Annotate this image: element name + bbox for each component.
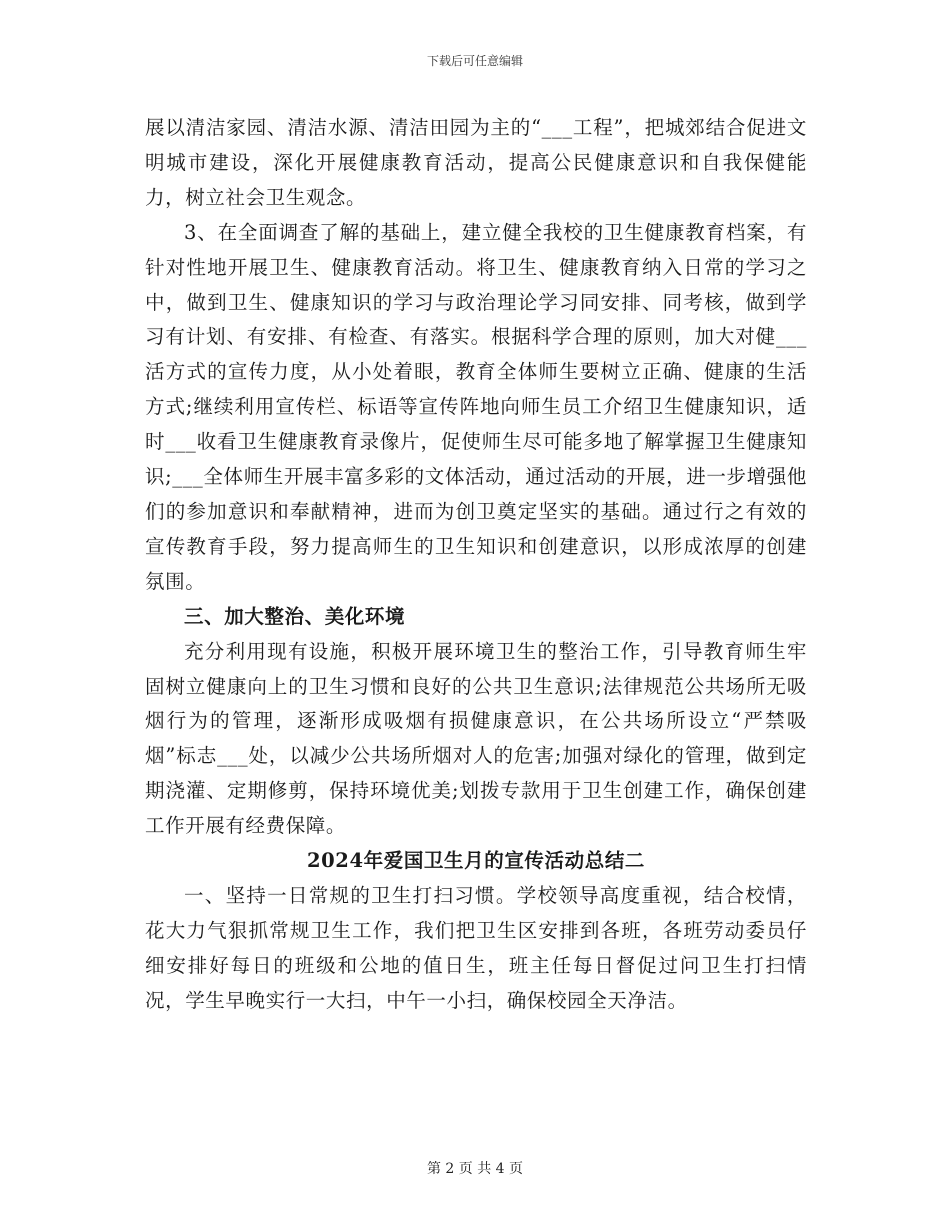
paragraph-item-3: 3、在全面调查了解的基础上，建立健全我校的卫生健康教育档案，有针对性地开展卫生、健康教育活动。将卫生、健康教育纳入日常的学习之中，做到卫生、健康知识的学习与政治理论学习同安排、同考核，做到学习有计划、有安排、有检查、有落实。根据科学合理的原则，加大对健___活方式的宣传力度，从小处着眼，教育全体师生要树立正确、健康的生活方式;继续利用宣传栏、标语等宣传阵地向师生员工介绍卫生健康知识，适时___收看卫生健康教育录像片，促使师生尽可能多地了解掌握卫生健康知识;___全体师生开展丰富多彩的文体活动，通过活动的开展，进一步增强他们的参加意识和奉献精神，进而为创卫奠定坚实的基础。通过行之有效的宣传教育手段，努力提高师生的卫生知识和创建意识，以形成浓厚的创建氛围。	[145, 220, 807, 593]
document-body	[145, 111, 807, 1019]
paragraph-continuation: 展以清洁家园、清洁水源、清洁田园为主的“___工程”，把城郊结合促进文明城市建设，深化开展健康教育活动，提高公民健康意识和自我保健能力，树立社会卫生观念。	[145, 116, 807, 209]
section-heading-3: 三、加大整治、美化环境	[184, 604, 406, 628]
summary-title-2: 2024年爱国卫生月的宣传活动总结二	[306, 849, 646, 873]
page-header: 下载后可任意编辑	[426, 54, 523, 68]
paragraph-environment: 充分利用现有设施，积极开展环境卫生的整治工作，引导教育师生牢固树立健康向上的卫生习惯和良好的公共卫生意识;法律规范公共场所无吸烟行为的管理，逐渐形成吸烟有损健康意识，在公共场所设立“严禁吸烟”标志___处，以减少公共场所烟对人的危害;加强对绿化的管理，做到定期浇灌、定期修剪，保持环境优美;划拨专款用于卫生创建工作，确保创建工作开展有经费保障。	[145, 639, 807, 838]
page-footer: 第 2 页 共 4 页	[426, 1161, 524, 1177]
paragraph-daily-routine: 一、坚持一日常规的卫生打扫习惯。学校领导高度重视，结合校情，花大力气狠抓常规卫生工作，我们把卫生区安排到各班，各班劳动委员仔细安排好每日的班级和公地的值日生，班主任每日督促过问卫生打扫情况，学生早晚实行一大扫，中午一小扫，确保校园全天净洁。	[145, 883, 807, 1012]
